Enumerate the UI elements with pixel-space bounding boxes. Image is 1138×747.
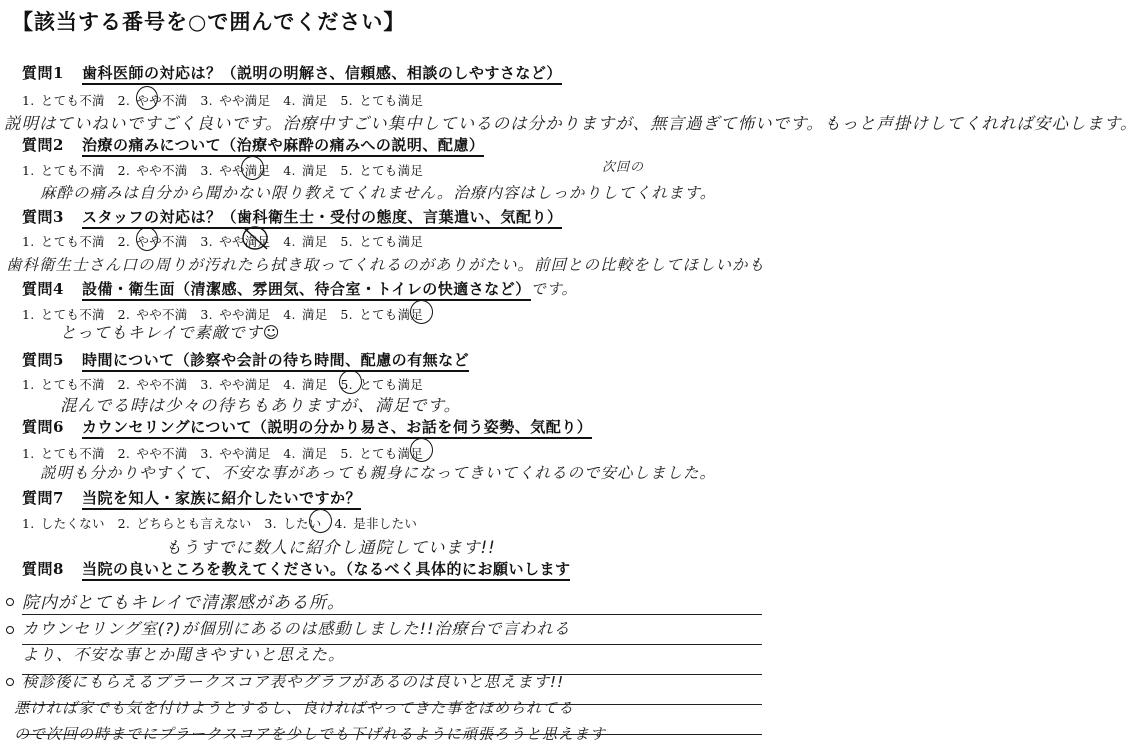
question-2-note: 次回の — [602, 160, 645, 175]
question-6-comment: 説明も分かりやすくて、不安な事があっても親身になってきいてくれるので安心しました。 — [40, 464, 717, 482]
question-4-text: 設備・衛生面（清潔感、雰囲気、待合室・トイレの快適さなど） — [82, 280, 531, 301]
bullet-icon — [6, 598, 14, 606]
question-7-options: 1. したくない 2. どちらとも言えない 3. したい 4. 是非したい — [22, 516, 418, 531]
bullet-icon — [6, 626, 14, 634]
question-3-number: 質問3 — [22, 208, 64, 226]
question-1 — [22, 62, 562, 83]
question-5-number: 質問5 — [22, 351, 64, 369]
question-6-options: 1. とても不満 2. やや不満 3. やや満足 4. 満足 5. とても満足 — [22, 446, 424, 461]
good-point-2: カウンセリング室(?)が個別にあるのは感動しました!!治療台で言われる — [22, 619, 571, 638]
question-6 — [22, 416, 592, 437]
question-2-number: 質問2 — [22, 136, 64, 154]
question-5-text: 時間について（診察や会計の待ち時間、配慮の有無など — [82, 351, 469, 372]
ruled-line — [22, 614, 762, 615]
question-3-options: 1. とても不満 2. やや不満 3. やや満足 4. 満足 5. とても満足 — [22, 234, 424, 249]
question-4 — [22, 278, 578, 299]
question-1-comment: 説明はていねいですごく良いです。治療中すごい集中しているのは分かりますが、無言過ぎて怖いです。もっと声掛けしてくれれば安心します。 — [4, 114, 1138, 133]
question-1-answer-circle — [136, 86, 158, 110]
question-5-options: 1. とても不満 2. やや不満 3. やや満足 4. 満足 5. とても満足 — [22, 377, 424, 392]
question-4-number: 質問4 — [22, 280, 64, 298]
question-5 — [22, 349, 469, 370]
question-7-answer-circle — [309, 509, 332, 533]
question-2-answer-circle — [241, 156, 264, 180]
question-3-answer-circle — [136, 227, 158, 251]
question-1-text: 歯科医師の対応は？（説明の明解さ、信頼感、相談のしやすさなど） — [82, 64, 562, 85]
page-header: 【該当する番号を○で囲んでください】 — [12, 9, 406, 34]
question-1-number: 質問1 — [22, 64, 64, 82]
question-1-options: 1. とても不満 2. やや不満 3. やや満足 4. 満足 5. とても満足 — [22, 93, 424, 108]
good-point-4: 検診後にもらえるプラークスコア表やグラフがあるのは良いと思えます!! — [22, 673, 565, 691]
good-point-6: ので次回の時までにプラークスコアを少しでも下げれるように頑張ろうと思えます — [14, 725, 606, 743]
question-2-comment: 麻酔の痛みは自分から聞かない限り教えてくれません。治療内容はしっかりしてくれます。 — [40, 184, 717, 202]
question-6-answer-circle — [410, 438, 433, 462]
question-2-text: 治療の痛みについて（治療や麻酔の痛みへの説明、配慮） — [82, 136, 484, 157]
question-3 — [22, 206, 562, 227]
question-4-answer-circle — [410, 300, 433, 324]
question-3-strike-mark — [240, 224, 270, 252]
good-point-3: より、不安な事とか聞きやすいと思えた。 — [22, 645, 346, 664]
question-3-text: スタッフの対応は？（歯科衛生士・受付の態度、言葉遣い、気配り） — [82, 208, 563, 229]
question-3-comment: 歯科衛生士さん口の周りが汚れたら拭き取ってくれるのがありがたい。前回との比較をしてほしいかも — [6, 256, 766, 274]
question-2-options: 1. とても不満 2. やや不満 3. やや満足 4. 満足 5. とても満足 — [22, 163, 424, 178]
question-8-number: 質問8 — [22, 560, 64, 578]
question-5-answer-circle — [339, 370, 362, 394]
question-7-text: 当院を知人・家族に紹介したいですか？ — [82, 489, 361, 510]
bullet-icon — [6, 678, 14, 686]
question-4-suffix: です。 — [530, 280, 578, 298]
question-8-text: 当院の良いところを教えてください。（なるべく具体的にお願いします — [82, 560, 571, 581]
good-point-1: 院内がとてもキレイで清潔感がある所。 — [22, 593, 345, 613]
question-7-comment: もうすでに数人に紹介し通院しています!! — [165, 538, 496, 557]
good-point-5: 悪ければ家でも気を付けようとするし、良ければやってきた事をほめられてる — [14, 699, 575, 717]
question-7 — [22, 487, 361, 508]
question-2 — [22, 134, 484, 155]
question-6-number: 質問6 — [22, 418, 64, 436]
question-7-number: 質問7 — [22, 489, 64, 507]
question-8 — [22, 558, 570, 579]
question-5-comment: 混んでる時は少々の待ちもありますが、満足です。 — [60, 396, 462, 415]
question-6-text: カウンセリングについて（説明の分かり易さ、お話を伺う姿勢、気配り） — [82, 418, 592, 439]
question-4-options: 1. とても不満 2. やや不満 3. やや満足 4. 満足 5. とても満足 — [22, 307, 424, 322]
question-4-comment: とってもキレイで素敵です☺ — [60, 323, 281, 342]
